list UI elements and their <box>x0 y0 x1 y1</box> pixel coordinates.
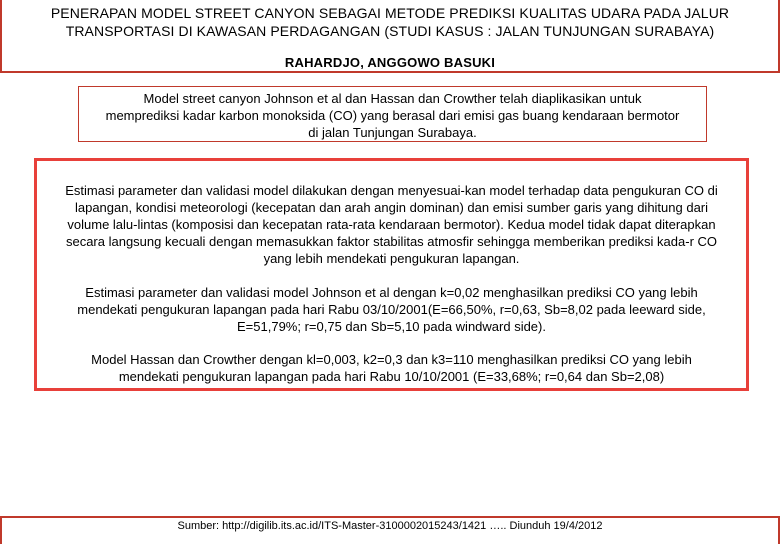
paragraph-estimation-method <box>43 182 740 267</box>
paragraph-line: secara langsung kecuali dengan memasukkan faktor stabilitas atmosfir sehingga memberikan prediksi kada-r CO <box>65 234 718 249</box>
paragraph-line: E=51,79%; r=0,75 dan Sb=5,10 pada windward side). <box>237 319 546 334</box>
main-content-box <box>34 158 749 391</box>
paragraph-line: yang lebih mendekati pengukuran lapangan. <box>263 251 520 266</box>
paragraph-line: Estimasi parameter dan validasi model dilakukan dengan menyesuai-kan model terhadap data pengukuran CO di <box>65 183 718 198</box>
summary-line-1: Model street canyon Johnson et al dan Hassan dan Crowther telah diaplikasikan untuk <box>143 91 642 106</box>
source-citation: Sumber: http://digilib.its.ac.id/ITS-Master-3100002015243/1421 ….. Diunduh 19/4/2012 <box>177 520 603 532</box>
summary-line-3: di jalan Tunjungan Surabaya. <box>308 125 477 140</box>
paragraph-hassan-results <box>43 351 740 385</box>
summary-text <box>79 90 706 141</box>
paragraph-line: Model Hassan dan Crowther dengan kl=0,003, k2=0,3 dan k3=110 menghasilkan prediksi CO yang lebih <box>91 352 692 367</box>
paragraph-line: lapangan, kondisi meteorologi (kecepatan dan arah angin dominan) dan emisi sumber garis yang dihitung dari <box>74 200 709 215</box>
document-title <box>10 4 770 40</box>
summary-box <box>78 86 707 142</box>
paragraph-line: Estimasi parameter dan validasi model Johnson et al dengan k=0,02 menghasilkan prediksi CO yang lebih <box>85 285 698 300</box>
paragraph-line: mendekati pengukuran lapangan pada hari Rabu 03/10/2001(E=66,50%, r=0,63, Sb=8,02 pada leeward side, <box>77 302 706 317</box>
paragraph-johnson-results <box>43 284 740 335</box>
paragraph-line: volume lalu-lintas (komposisi dan kecepatan rata-rata kendaraan bermotor). Kedua model tidak dapat diterapkan <box>67 217 716 232</box>
title-line-1: PENERAPAN MODEL STREET CANYON SEBAGAI METODE PREDIKSI KUALITAS UDARA PADA JALUR <box>50 5 730 21</box>
authors: RAHARDJO, ANGGOWO BASUKI <box>284 55 496 70</box>
summary-line-2: memprediksi kadar karbon monoksida (CO) yang berasal dari emisi gas buang kendaraan bermotor <box>105 108 680 123</box>
title-line-2: TRANSPORTASI DI KAWASAN PERDAGANGAN (STUDI KASUS : JALAN TUNJUNGAN SURABAYA) <box>65 23 715 39</box>
paragraph-line: mendekati pengukuran lapangan pada hari Rabu 10/10/2001 (E=33,68%; r=0,64 dan Sb=2,08) <box>118 369 665 384</box>
